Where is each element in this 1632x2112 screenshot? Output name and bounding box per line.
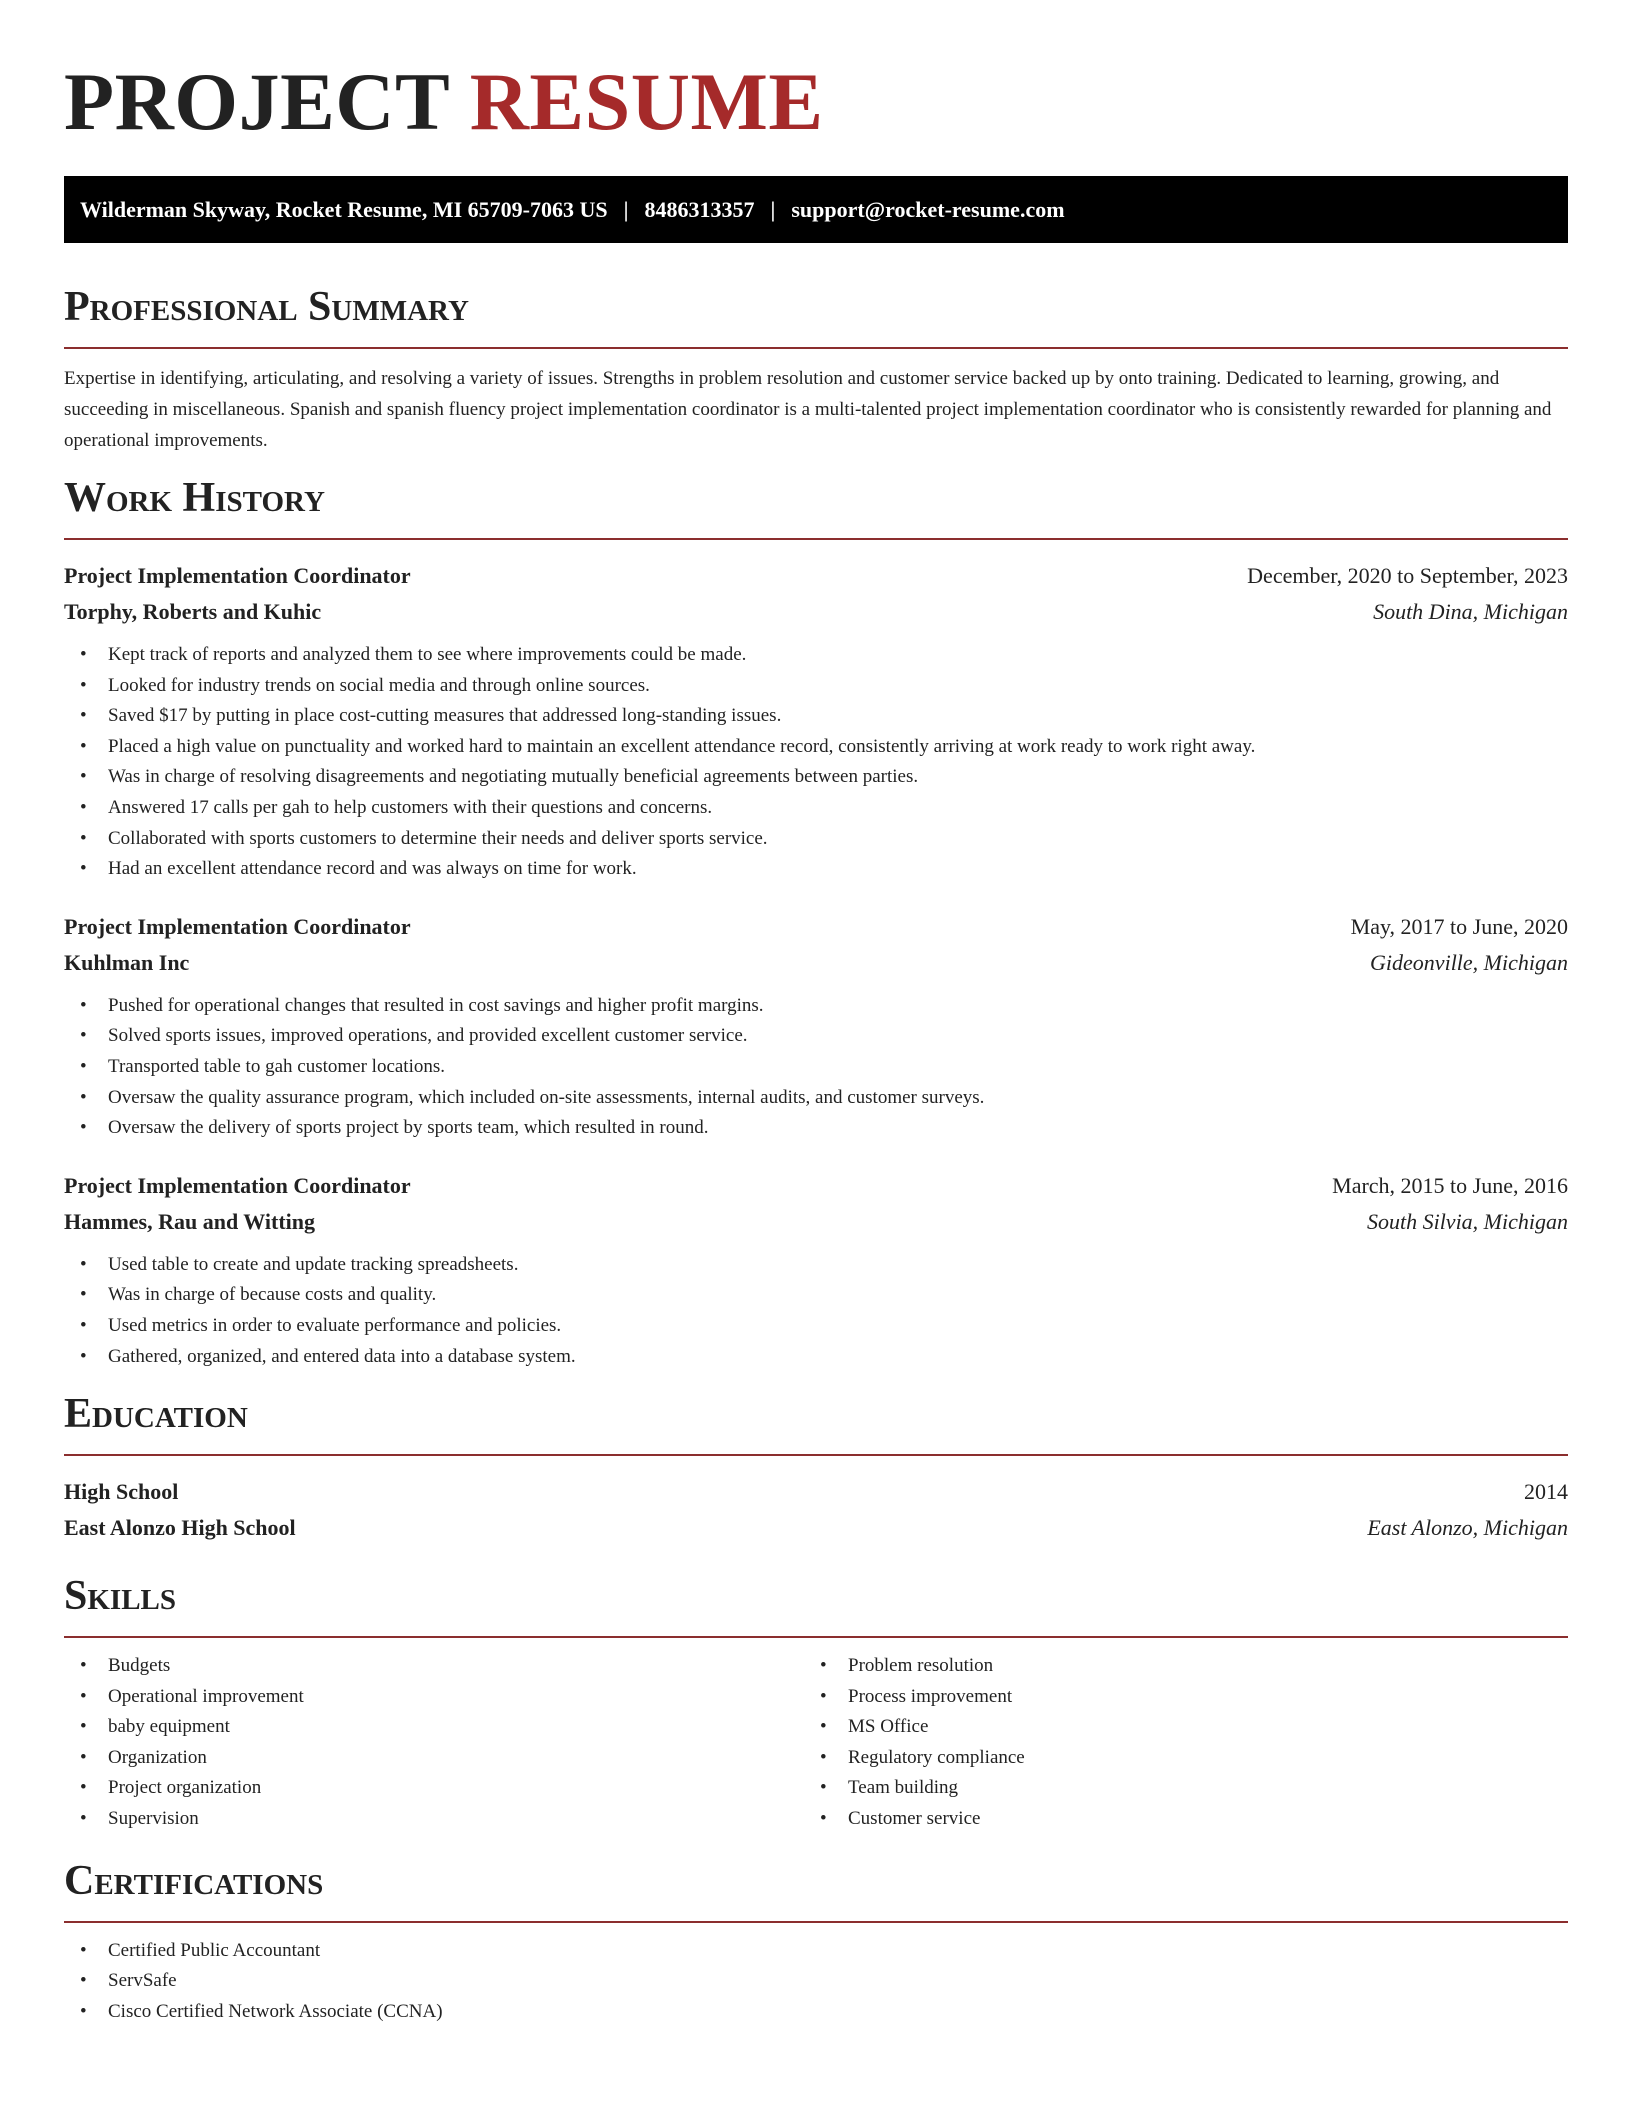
skill-item: • Budgets: [64, 1651, 804, 1682]
job-bullets: [64, 1250, 1568, 1372]
skill-item: • Organization: [64, 1743, 804, 1774]
list-item: • Oversaw the quality assurance program, which included on-site assessments, internal audits, and customer surveys.: [64, 1083, 1568, 1114]
section-title-certifications: Certifications: [64, 1857, 324, 1904]
skill-item: • baby equipment: [64, 1712, 804, 1743]
contact-separator: |: [770, 196, 776, 222]
job-company: Kuhlman Inc: [64, 949, 190, 975]
skills-column-left: [64, 1651, 804, 1835]
job-entry: [64, 558, 1568, 885]
skill-item: • Operational improvement: [64, 1682, 804, 1713]
job-company: Hammes, Rau and Witting: [64, 1208, 316, 1234]
list-item: • Answered 17 calls per gah to help customers with their questions and concerns.: [64, 793, 1568, 824]
list-item: • Looked for industry trends on social media and through online sources.: [64, 671, 1568, 702]
skill-item: • MS Office: [804, 1712, 1544, 1743]
section-divider: [64, 1454, 1568, 1456]
education-school: East Alonzo High School: [64, 1515, 296, 1541]
list-item: • Was in charge of resolving disagreements and negotiating mutually beneficial agreements between parties.: [64, 762, 1568, 793]
list-item: • Collaborated with sports customers to determine their needs and deliver sports service.: [64, 824, 1568, 855]
education-location: East Alonzo, Michigan: [1367, 1515, 1568, 1541]
work-history-section: [64, 472, 1568, 1372]
job-position: Project Implementation Coordinator: [64, 1172, 411, 1198]
list-item: • Used table to create and update tracking spreadsheets.: [64, 1250, 1568, 1281]
skill-item: • Project organization: [64, 1773, 804, 1804]
contact-email: support@rocket-resume.com: [791, 196, 1065, 222]
name-first: PROJECT: [64, 56, 449, 147]
list-item: • Used metrics in order to evaluate performance and policies.: [64, 1311, 1568, 1342]
skill-item: • Process improvement: [804, 1682, 1544, 1713]
certifications-section: [64, 1855, 1568, 2028]
job-dates: December, 2020 to September, 2023: [1247, 563, 1568, 588]
job-location: South Dina, Michigan: [1373, 599, 1568, 624]
resume-name: [64, 0, 1568, 147]
list-item: • Solved sports issues, improved operations, and provided excellent customer service.: [64, 1021, 1568, 1052]
education-section: [64, 1388, 1568, 1546]
skill-item: • Supervision: [64, 1804, 804, 1835]
section-divider: [64, 1636, 1568, 1638]
certifications-list: [64, 1936, 1568, 2028]
contact-address: Wilderman Skyway, Rocket Resume, MI 65709-7063 US: [80, 196, 608, 222]
section-divider: [64, 538, 1568, 540]
job-dates: March, 2015 to June, 2016: [1332, 1172, 1568, 1198]
list-item: • Transported table to gah customer locations.: [64, 1052, 1568, 1083]
section-title-education: Education: [64, 1391, 248, 1438]
job-location: South Silvia, Michigan: [1366, 1208, 1568, 1234]
certification-item: • Certified Public Accountant: [64, 1936, 1568, 1967]
list-item: • Kept track of reports and analyzed them to see where improvements could be made.: [64, 640, 1568, 671]
list-item: • Gathered, organized, and entered data into a database system.: [64, 1342, 1568, 1373]
job-bullets: [64, 640, 1568, 885]
job-bullets: [64, 991, 1568, 1144]
list-item: • Saved $17 by putting in place cost-cutting measures that addressed long-standing issues.: [64, 701, 1568, 732]
list-item: • Had an excellent attendance record and was always on time for work.: [64, 854, 1568, 885]
job-position: Project Implementation Coordinator: [64, 563, 411, 588]
contact-bar: [64, 176, 1568, 243]
list-item: • Placed a high value on punctuality and worked hard to maintain an excellent attendance record, consistently arriving at work ready to work right away.: [64, 732, 1568, 763]
name-last: RESUME: [469, 56, 824, 147]
job-position: Project Implementation Coordinator: [64, 913, 411, 939]
job-location: Gideonville, Michigan: [1370, 949, 1568, 975]
contact-separator: |: [623, 196, 629, 222]
job-entry: [64, 1168, 1568, 1372]
education-degree: High School: [64, 1479, 179, 1505]
skill-item: • Regulatory compliance: [804, 1743, 1544, 1774]
section-title-summary: Professional Summary: [64, 284, 469, 330]
skill-item: • Team building: [804, 1773, 1544, 1804]
summary-section: [64, 281, 1568, 456]
section-divider: [64, 1921, 1568, 1923]
skills-grid: [64, 1651, 1568, 1835]
job-dates: May, 2017 to June, 2020: [1350, 913, 1568, 939]
section-title-skills: Skills: [64, 1573, 177, 1620]
education-year: 2014: [1524, 1479, 1568, 1505]
certification-item: • Cisco Certified Network Associate (CCNA): [64, 1997, 1568, 2028]
section-title-work-history: Work History: [64, 475, 325, 521]
list-item: • Was in charge of because costs and quality.: [64, 1280, 1568, 1311]
job-entry: [64, 909, 1568, 1144]
skill-item: • Problem resolution: [804, 1651, 1544, 1682]
job-company: Torphy, Roberts and Kuhic: [64, 599, 322, 624]
list-item: • Pushed for operational changes that resulted in cost savings and higher profit margins.: [64, 991, 1568, 1022]
skills-section: [64, 1570, 1568, 1835]
contact-phone: 8486313357: [644, 196, 755, 222]
section-divider: [64, 347, 1568, 349]
list-item: • Oversaw the delivery of sports project by sports team, which resulted in round.: [64, 1113, 1568, 1144]
skills-column-right: [804, 1651, 1544, 1835]
skill-item: • Customer service: [804, 1804, 1544, 1835]
summary-text: Expertise in identifying, articulating, and resolving a variety of issues. Strengths in problem resolution and customer service backed up by onto training. Dedicated to learning, growing, and succeeding in miscellaneous. Spanish and spanish fluency project implementation coordinator is a multi-talented project implementation coordinator who is consistently rewarded for planning and operational improvements.: [64, 368, 1552, 451]
certification-item: • ServSafe: [64, 1966, 1568, 1997]
